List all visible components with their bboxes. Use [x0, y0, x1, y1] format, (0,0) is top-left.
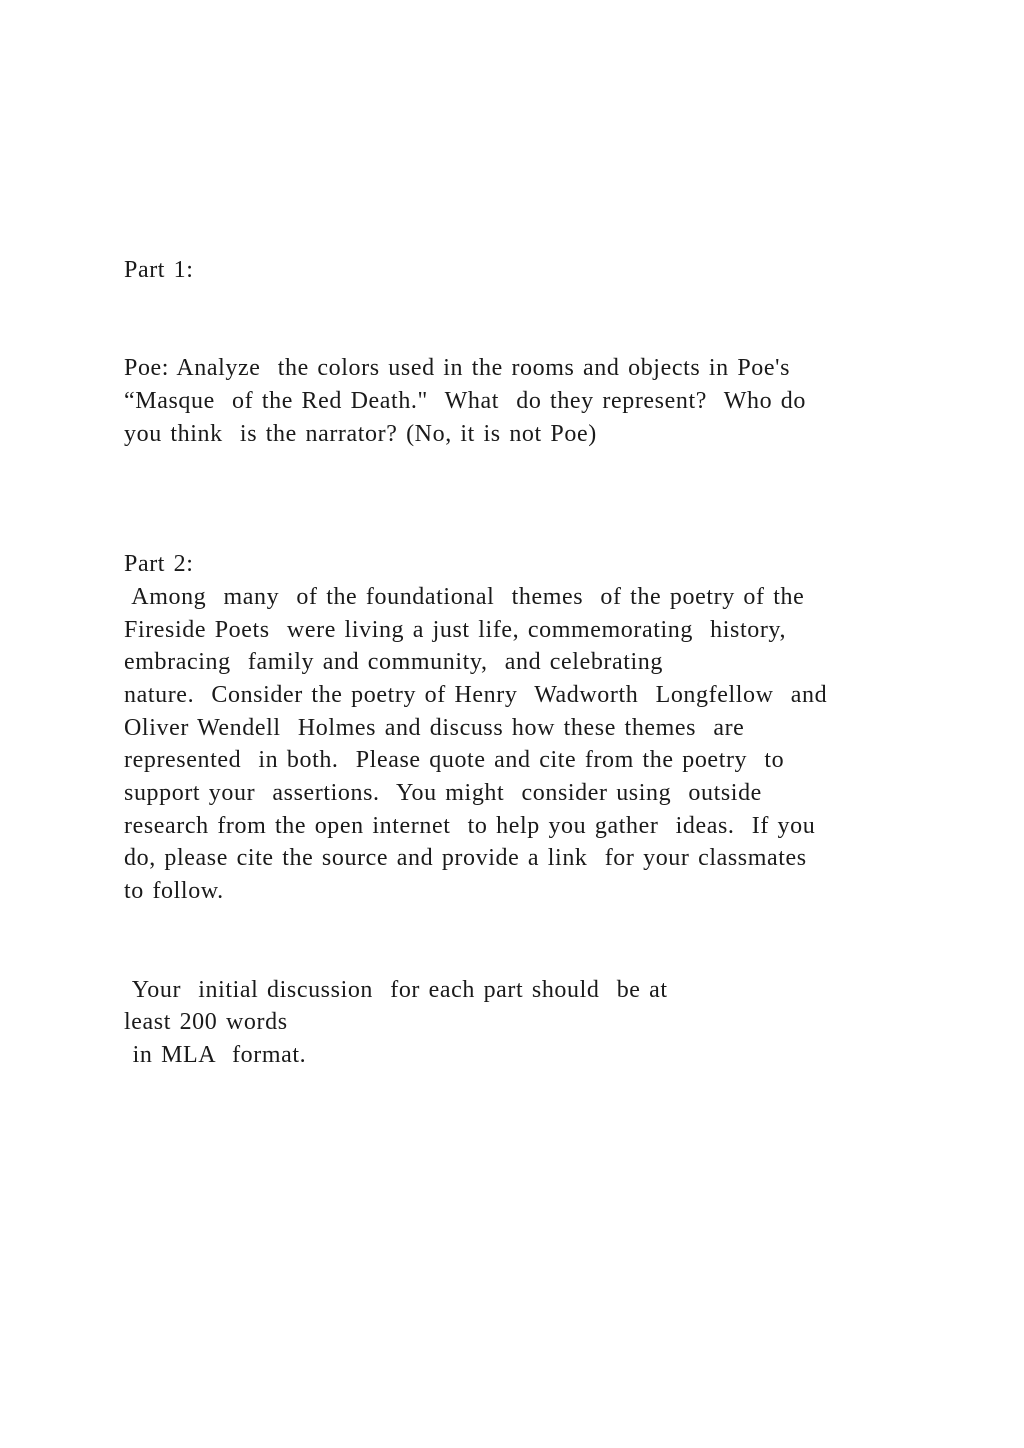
part2-text-line: Fireside Poets were living a just life, commemorating history, — [124, 617, 787, 643]
closing-text-line: Your initial discussion for each part should be at — [124, 977, 668, 1003]
part2-text-line: Oliver Wendell Holmes and discuss how these themes are — [124, 715, 745, 741]
part2-text-line: do, please cite the source and provide a link for your classmates — [124, 845, 807, 871]
part1-text-line: “Masque of the Red Death." What do they represent? Who do — [124, 388, 806, 414]
part2-text-line: embracing family and community, and celebrating — [124, 649, 664, 675]
part2-text-line: represented in both. Please quote and cite from the poetry to — [124, 747, 785, 773]
closing-text-line: least 200 words — [124, 1009, 288, 1035]
part1-text-line: Poe: Analyze the colors used in the rooms and objects in Poe's — [124, 355, 791, 381]
part1-text-line: you think is the narrator? (No, it is not Poe) — [124, 421, 597, 447]
part2-text-line: support your assertions. You might consider using outside — [124, 780, 762, 806]
part2-text-line: Among many of the foundational themes of the poetry of the — [124, 584, 805, 610]
closing-text-line: in MLA format. — [124, 1042, 307, 1068]
part2-heading: Part 2: — [124, 551, 194, 577]
part2-text-line: to follow. — [124, 878, 224, 904]
part2-text-line: nature. Consider the poetry of Henry Wadworth Longfellow and — [124, 682, 828, 708]
part1-heading: Part 1: — [124, 257, 194, 283]
part2-text-line: research from the open internet to help you gather ideas. If you — [124, 813, 816, 839]
